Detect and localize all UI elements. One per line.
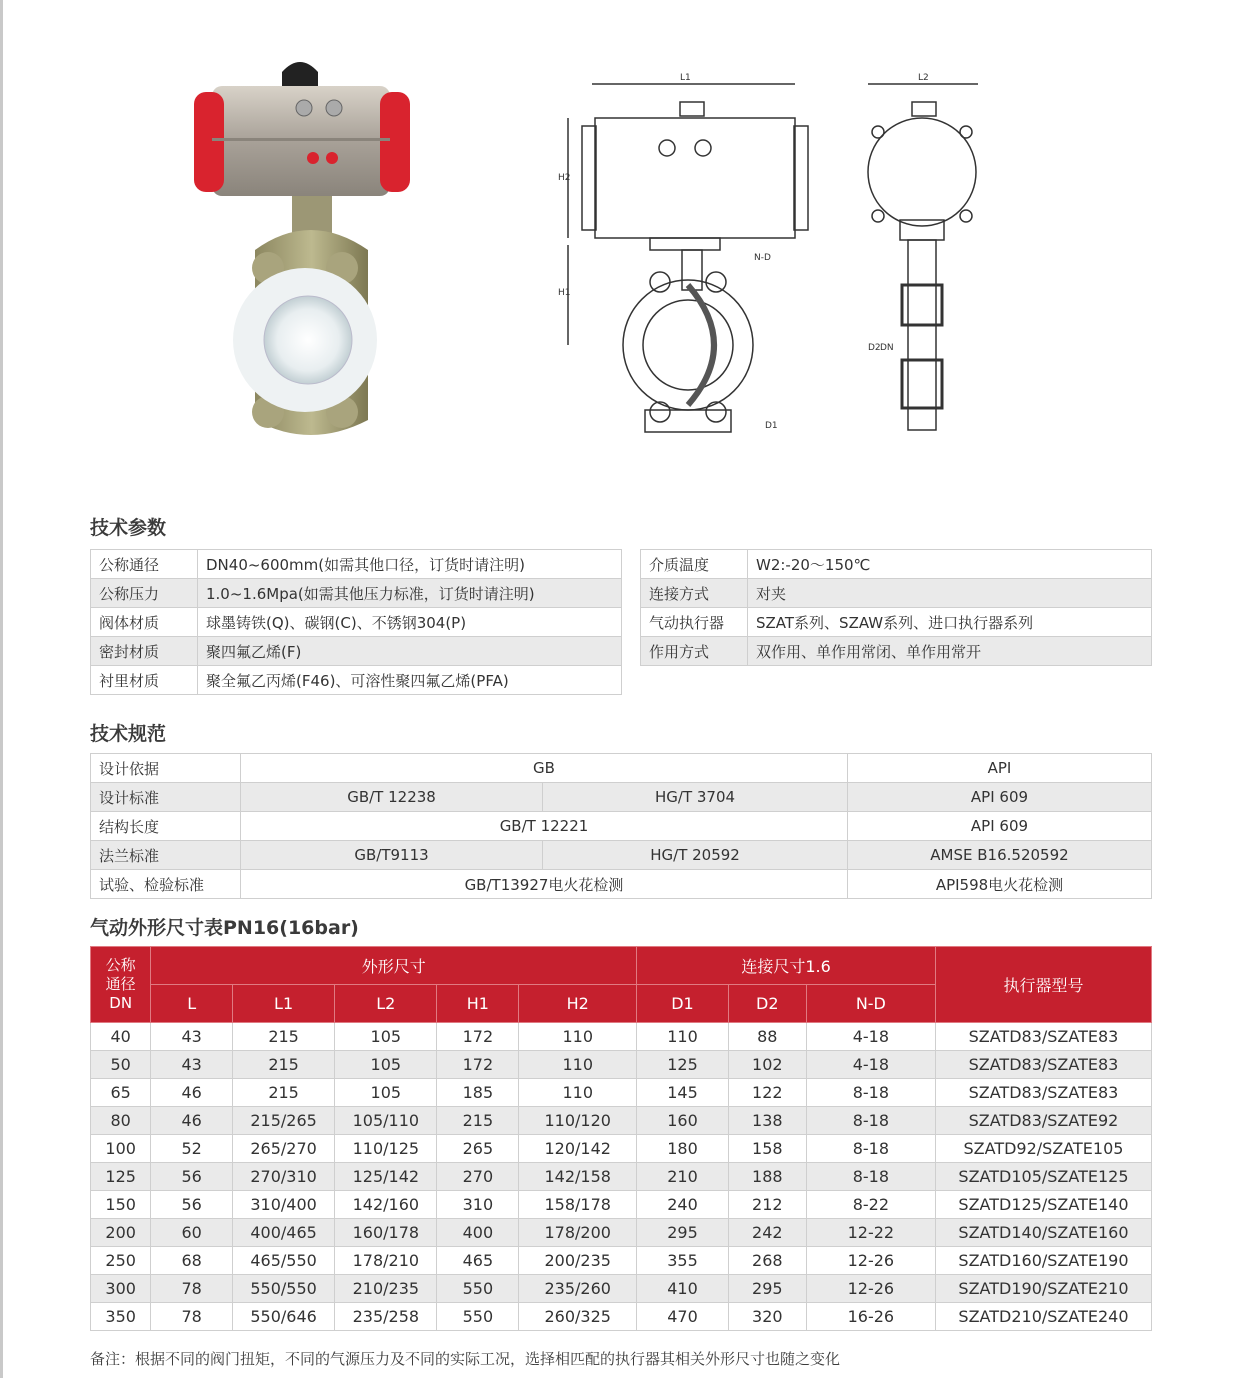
table-cell: 215/265	[232, 1107, 334, 1135]
table-cell: 550/550	[232, 1275, 334, 1303]
table-row	[91, 579, 622, 608]
table-cell: 46	[151, 1107, 233, 1135]
front-drawing	[558, 73, 808, 432]
table-cell: 110	[519, 1051, 637, 1079]
table-cell: 200	[91, 1219, 151, 1247]
table-cell: 60	[151, 1219, 233, 1247]
table-cell: 215	[232, 1023, 334, 1051]
table-cell: 350	[91, 1303, 151, 1331]
table-cell: 185	[437, 1079, 519, 1107]
header-conn-dims: 连接尺寸1.6	[637, 947, 936, 985]
table-cell: 268	[728, 1247, 806, 1275]
spec-key: 设计标准	[91, 783, 241, 812]
col-header: D1	[637, 985, 729, 1023]
label-l2: L2	[918, 73, 929, 83]
table-cell: 12-26	[806, 1275, 935, 1303]
table-cell: 145	[637, 1079, 729, 1107]
param-value: SZAT系列、SZAW系列、进口执行器系列	[748, 608, 1152, 637]
valve-photo	[194, 62, 410, 435]
dimension-table	[90, 946, 1152, 1331]
table-cell: 180	[637, 1135, 729, 1163]
header-dn-line3: DN	[109, 994, 133, 1012]
col-header: D2	[728, 985, 806, 1023]
header-dn-line1: 公称	[105, 956, 136, 974]
table-cell: 65	[91, 1079, 151, 1107]
param-key: 连接方式	[641, 579, 748, 608]
table-cell: 158	[728, 1135, 806, 1163]
param-key: 公称通径	[91, 550, 198, 579]
table-cell: 310/400	[232, 1191, 334, 1219]
table-cell: 43	[151, 1023, 233, 1051]
table-cell: 355	[637, 1247, 729, 1275]
table-cell: 102	[728, 1051, 806, 1079]
table-row	[91, 637, 622, 666]
spec-gb-2: HG/T 3704	[543, 783, 848, 812]
table-cell: 400	[437, 1219, 519, 1247]
col-header: H1	[437, 985, 519, 1023]
table-cell: 178/210	[335, 1247, 437, 1275]
table-cell: 178/200	[519, 1219, 637, 1247]
table-row	[91, 1079, 1152, 1107]
table-cell: 550	[437, 1275, 519, 1303]
product-figures	[0, 0, 1240, 480]
spec-gb: GB/T 12221	[241, 812, 848, 841]
spec-api: AMSE B16.520592	[848, 841, 1152, 870]
table-cell: 310	[437, 1191, 519, 1219]
col-header: L	[151, 985, 233, 1023]
header-outer-dims: 外形尺寸	[151, 947, 637, 985]
spec-api: API 609	[848, 812, 1152, 841]
spec-key: 试验、检验标准	[91, 870, 241, 899]
table-cell: 235/258	[335, 1303, 437, 1331]
table-row	[91, 1163, 1152, 1191]
table-cell: 8-18	[806, 1107, 935, 1135]
table-cell: 270	[437, 1163, 519, 1191]
table-row	[91, 841, 1152, 870]
param-key: 介质温度	[641, 550, 748, 579]
spec-gb-1: GB/T9113	[241, 841, 543, 870]
param-value: 聚四氟乙烯(F)	[198, 637, 622, 666]
table-cell: 52	[151, 1135, 233, 1163]
table-cell: 78	[151, 1303, 233, 1331]
table-cell: 250	[91, 1247, 151, 1275]
table-row	[641, 579, 1152, 608]
table-row	[91, 1303, 1152, 1331]
table-row	[91, 754, 1152, 783]
table-row	[91, 608, 622, 637]
side-drawing	[868, 73, 978, 430]
table-cell: 105/110	[335, 1107, 437, 1135]
table-cell: 172	[437, 1051, 519, 1079]
header-row	[91, 947, 1152, 985]
spec-key: 法兰标准	[91, 841, 241, 870]
table-cell: 550	[437, 1303, 519, 1331]
table-cell: 200/235	[519, 1247, 637, 1275]
param-value: 对夹	[748, 579, 1152, 608]
col-header: L1	[232, 985, 334, 1023]
table-row	[91, 1275, 1152, 1303]
table-cell: 16-26	[806, 1303, 935, 1331]
table-cell: 8-22	[806, 1191, 935, 1219]
table-cell: 242	[728, 1219, 806, 1247]
param-value: W2:-20～150℃	[748, 550, 1152, 579]
table-cell: 160	[637, 1107, 729, 1135]
section-title-tech-params: 技术参数	[90, 517, 167, 539]
table-cell: 465	[437, 1247, 519, 1275]
table-row	[91, 1247, 1152, 1275]
spec-key: 设计依据	[91, 754, 241, 783]
table-cell: SZATD83/SZATE83	[935, 1051, 1151, 1079]
table-cell: 105	[335, 1023, 437, 1051]
table-cell: 122	[728, 1079, 806, 1107]
label-d2: D2	[868, 343, 881, 353]
table-cell: 100	[91, 1135, 151, 1163]
table-cell: 125	[637, 1051, 729, 1079]
col-header: H2	[519, 985, 637, 1023]
label-d1: D1	[765, 421, 778, 431]
param-key: 密封材质	[91, 637, 198, 666]
table-cell: 150	[91, 1191, 151, 1219]
table-cell: 160/178	[335, 1219, 437, 1247]
table-cell: 56	[151, 1163, 233, 1191]
table-cell: 110/120	[519, 1107, 637, 1135]
table-cell: 215	[437, 1107, 519, 1135]
spec-key: 结构长度	[91, 812, 241, 841]
param-value: 双作用、单作用常闭、单作用常开	[748, 637, 1152, 666]
spec-api: API 609	[848, 783, 1152, 812]
spec-api: API	[848, 754, 1152, 783]
table-cell: 105	[335, 1051, 437, 1079]
table-cell: 470	[637, 1303, 729, 1331]
header-dn	[91, 947, 151, 1023]
tech-params-left-table	[90, 549, 622, 695]
table-cell: SZATD83/SZATE83	[935, 1079, 1151, 1107]
table-cell: 110	[637, 1023, 729, 1051]
header-actuator: 执行器型号	[935, 947, 1151, 1023]
table-cell: 188	[728, 1163, 806, 1191]
table-cell: 212	[728, 1191, 806, 1219]
table-cell: 8-18	[806, 1135, 935, 1163]
label-nd: N-D	[754, 253, 771, 263]
table-cell: 260/325	[519, 1303, 637, 1331]
table-row	[91, 783, 1152, 812]
param-value: 聚全氟乙丙烯(F46)、可溶性聚四氟乙烯(PFA)	[198, 666, 622, 695]
table-cell: SZATD160/SZATE190	[935, 1247, 1151, 1275]
table-cell: 142/158	[519, 1163, 637, 1191]
label-dn: DN	[880, 343, 894, 353]
param-key: 阀体材质	[91, 608, 198, 637]
table-cell: 210/235	[335, 1275, 437, 1303]
table-cell: SZATD140/SZATE160	[935, 1219, 1151, 1247]
table-row	[91, 550, 622, 579]
spec-gb: GB/T13927电火花检测	[241, 870, 848, 899]
label-l1: L1	[680, 73, 691, 83]
table-cell: 138	[728, 1107, 806, 1135]
table-cell: 142/160	[335, 1191, 437, 1219]
table-cell: 80	[91, 1107, 151, 1135]
section-title-dim-table: 气动外形尺寸表PN16(16bar)	[90, 917, 359, 939]
table-row	[641, 608, 1152, 637]
table-row	[91, 1107, 1152, 1135]
table-cell: 43	[151, 1051, 233, 1079]
param-key: 衬里材质	[91, 666, 198, 695]
table-cell: 295	[637, 1219, 729, 1247]
table-cell: 8-18	[806, 1163, 935, 1191]
param-key: 气动执行器	[641, 608, 748, 637]
table-cell: SZATD210/SZATE240	[935, 1303, 1151, 1331]
table-cell: 270/310	[232, 1163, 334, 1191]
spec-gb-2: HG/T 20592	[543, 841, 848, 870]
table-cell: 78	[151, 1275, 233, 1303]
table-cell: 210	[637, 1163, 729, 1191]
table-cell: 105	[335, 1079, 437, 1107]
table-cell: 120/142	[519, 1135, 637, 1163]
col-header: N-D	[806, 985, 935, 1023]
table-cell: 215	[232, 1079, 334, 1107]
spec-gb: GB	[241, 754, 848, 783]
table-cell: 110	[519, 1023, 637, 1051]
table-row	[91, 870, 1152, 899]
table-cell: 158/178	[519, 1191, 637, 1219]
table-cell: SZATD105/SZATE125	[935, 1163, 1151, 1191]
table-cell: 172	[437, 1023, 519, 1051]
tech-spec-table	[90, 753, 1152, 899]
table-cell: 235/260	[519, 1275, 637, 1303]
label-h1: H1	[558, 288, 571, 298]
table-cell: 125/142	[335, 1163, 437, 1191]
table-cell: 40	[91, 1023, 151, 1051]
table-cell: 465/550	[232, 1247, 334, 1275]
table-cell: 550/646	[232, 1303, 334, 1331]
table-cell: SZATD83/SZATE83	[935, 1023, 1151, 1051]
table-cell: 4-18	[806, 1023, 935, 1051]
table-cell: SZATD125/SZATE140	[935, 1191, 1151, 1219]
table-cell: 46	[151, 1079, 233, 1107]
table-row	[91, 812, 1152, 841]
table-row	[641, 637, 1152, 666]
col-header: L2	[335, 985, 437, 1023]
table-cell: 240	[637, 1191, 729, 1219]
param-value: 球墨铸铁(Q)、碳钢(C)、不锈钢304(P)	[198, 608, 622, 637]
header-dn-line2: 通径	[105, 975, 136, 993]
table-cell: 50	[91, 1051, 151, 1079]
spec-gb-1: GB/T 12238	[241, 783, 543, 812]
table-cell: 12-22	[806, 1219, 935, 1247]
table-cell: 110/125	[335, 1135, 437, 1163]
table-cell: 12-26	[806, 1247, 935, 1275]
table-cell: 215	[232, 1051, 334, 1079]
footnote: 备注：根据不同的阀门扭矩，不同的气源压力及不同的实际工况，选择相匹配的执行器其相关外形尺寸也随之变化	[90, 1350, 841, 1368]
table-cell: 265/270	[232, 1135, 334, 1163]
table-cell: 265	[437, 1135, 519, 1163]
table-cell: 295	[728, 1275, 806, 1303]
table-row	[91, 666, 622, 695]
table-cell: 320	[728, 1303, 806, 1331]
label-h2: H2	[558, 173, 571, 183]
tech-params-right-table	[640, 549, 1152, 666]
table-row	[91, 1023, 1152, 1051]
table-cell: 400/465	[232, 1219, 334, 1247]
table-row	[91, 1135, 1152, 1163]
table-cell: 125	[91, 1163, 151, 1191]
table-row	[91, 1191, 1152, 1219]
table-cell: SZATD92/SZATE105	[935, 1135, 1151, 1163]
table-cell: 410	[637, 1275, 729, 1303]
dimension-table-body	[91, 1023, 1152, 1331]
table-cell: 110	[519, 1079, 637, 1107]
param-key: 作用方式	[641, 637, 748, 666]
spec-api: API598电火花检测	[848, 870, 1152, 899]
param-value: DN40~600mm(如需其他口径，订货时请注明)	[198, 550, 622, 579]
table-cell: 88	[728, 1023, 806, 1051]
table-row	[91, 1219, 1152, 1247]
table-cell: SZATD83/SZATE92	[935, 1107, 1151, 1135]
table-cell: 8-18	[806, 1079, 935, 1107]
table-row	[91, 1051, 1152, 1079]
section-title-tech-spec: 技术规范	[90, 723, 167, 745]
table-cell: SZATD190/SZATE210	[935, 1275, 1151, 1303]
table-cell: 4-18	[806, 1051, 935, 1079]
param-value: 1.0~1.6Mpa(如需其他压力标准，订货时请注明)	[198, 579, 622, 608]
table-cell: 68	[151, 1247, 233, 1275]
table-cell: 300	[91, 1275, 151, 1303]
table-row	[641, 550, 1152, 579]
table-cell: 56	[151, 1191, 233, 1219]
param-key: 公称压力	[91, 579, 198, 608]
